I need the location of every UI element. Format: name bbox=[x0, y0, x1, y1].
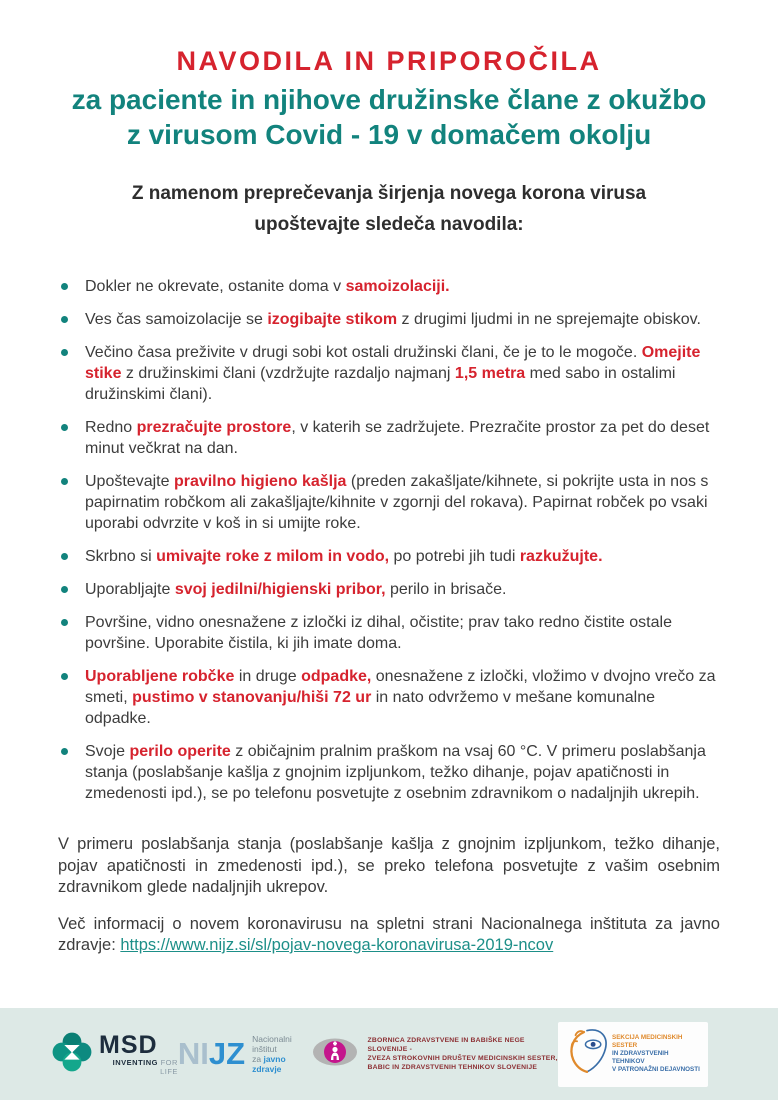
bullet-text: perilo in brisače. bbox=[385, 581, 507, 598]
bullet-text: med sabo in ostalimi družinskimi člani). bbox=[85, 365, 676, 403]
bullet-emphasis-text: umivajte roke z milom in vodo, bbox=[156, 548, 390, 565]
bullet-emphasis-text: odpadke, bbox=[301, 668, 372, 685]
bullet-text: Svoje bbox=[85, 743, 130, 760]
msd-icon bbox=[52, 1032, 92, 1077]
bullet-text: Površine, vidno onesnažene z izločki iz dihal, očistite; prav tako redno čistite ostale površine. Uporabite čistila, ki jih imate doma. bbox=[85, 614, 672, 652]
bullet-emphasis-text: pustimo v stanovanju/hiši 72 ur bbox=[132, 689, 372, 706]
nijz-caption: Nacionalni inštitut za javno zdravje bbox=[252, 1034, 292, 1074]
bullet-emphasis-text: samoizolaciji. bbox=[345, 278, 450, 295]
intro-statement bbox=[0, 178, 778, 240]
bullet-text: Dokler ne okrevate, ostanite doma v bbox=[85, 278, 346, 295]
zbornica-caption: ZBORNICA ZDRAVSTVENE IN BABIŠKE NEGE SLOVENIJE - ZVEZA STROKOVNIH DRUŠTEV MEDICINSKIH SESTER, BABIC IN ZDRAVSTVENIH TEHNIKOV SLOVENIJE bbox=[367, 1037, 558, 1071]
bullet-emphasis-text: izogibajte stikom bbox=[267, 311, 398, 328]
more-info-text: Več informacij o novem koronavirusu na spletni strani Nacionalnega inštituta za javno zdravje: bbox=[58, 914, 720, 954]
bullet-emphasis-text: prezračujte prostore bbox=[136, 419, 292, 436]
sekcija-logo bbox=[558, 1022, 708, 1087]
subtitle-teal-line2: z virusom Covid - 19 v domačem okolju bbox=[126, 119, 652, 150]
bullet-item bbox=[58, 546, 720, 567]
bullet-text: Ves čas samoizolacije se bbox=[85, 311, 268, 328]
nijz-wordmark: NIJZ bbox=[177, 1036, 246, 1071]
bullet-item bbox=[58, 612, 720, 654]
bullet-text: , v katerih se zadržujete. Prezračite prostor za pet do deset minut večkrat na dan. bbox=[85, 419, 710, 457]
page-title: NAVODILA IN PRIPOROČILA bbox=[176, 46, 602, 76]
bullet-emphasis-text: svoj jedilni/higienski pribor, bbox=[174, 581, 386, 598]
bullet-text: Skrbno si bbox=[85, 548, 157, 565]
sekcija-caption: SEKCIJA MEDICINSKIH SESTER IN ZDRAVSTVENIH TEHNIKOV V PATRONAŽNI DEJAVNOSTI bbox=[612, 1034, 700, 1073]
bullet-list bbox=[58, 276, 720, 804]
bullet-item bbox=[58, 741, 720, 804]
bullet-text: in druge bbox=[234, 668, 302, 685]
more-info-paragraph bbox=[58, 914, 720, 957]
bullet-text: Upoštevajte bbox=[85, 473, 174, 490]
page-subtitle-teal bbox=[0, 82, 778, 152]
bullet-text: Večino časa preživite v drugi sobi kot ostali družinski člani, če je to le mogoče. bbox=[85, 344, 642, 361]
document-header bbox=[0, 0, 778, 240]
nijz-logo bbox=[178, 1034, 312, 1074]
bullet-text: z družinskimi člani (vzdržujte razdaljo najmanj bbox=[121, 365, 455, 382]
bullet-item bbox=[58, 276, 720, 297]
zbornica-logo bbox=[312, 1036, 558, 1073]
bullet-emphasis-text: Uporabljene robčke bbox=[85, 668, 235, 685]
bullet-text: (preden zakašljate/kihnete, si pokrijte usta in nos s papirnatim robčkom ali zakašljajte/kihnite v zgornji del rokava). Papirnat robček po vsaki uporabi odvrzite v koš in si umijte roke. bbox=[85, 473, 709, 532]
intro-line1: Z namenom preprečevanja širjenja novega korona virusa bbox=[131, 183, 647, 204]
msd-tagline: INVENTING FOR LIFE bbox=[112, 1057, 178, 1076]
nijz-link[interactable]: https://www.nijz.si/sl/pojav-novega-koronavirusa-2019-ncov bbox=[120, 936, 554, 954]
closing-section bbox=[58, 834, 720, 957]
bullet-text: onesnažene z izločki, vložimo v dvojno vrečo za smeti, bbox=[85, 668, 716, 706]
sekcija-emblem-icon bbox=[564, 1026, 610, 1083]
bullet-text: z običajnim pralnim praškom na vsaj 60 °C. V primeru poslabšanja stanja (poslabšanje kašlja z gnojnim izpljunkom, težko dihanje, pojav apatičnosti in zmedenosti ipd.), se po telefonu posvetujte z osebnim zdravnikom o nadaljnjih ukrepih. bbox=[85, 743, 706, 802]
closing-paragraph: V primeru poslabšanja stanja (poslabšanje kašlja z gnojnim izpljunkom, težko dihanje, pojav apatičnosti in zmedenosti ipd.), se preko telefona posvetujte z vašim osebnim zdravnikom glede nadaljnjih ukrepov. bbox=[58, 835, 720, 896]
bullet-emphasis-text: perilo operite bbox=[129, 743, 231, 760]
footer-logo-bar bbox=[0, 1008, 778, 1100]
bullet-item bbox=[58, 666, 720, 729]
intro-line2: upoštevajte sledeča navodila: bbox=[254, 214, 524, 235]
bullet-emphasis-text: 1,5 metra bbox=[454, 365, 526, 382]
bullet-emphasis-text: razkužujte. bbox=[519, 548, 603, 565]
bullet-item bbox=[58, 417, 720, 459]
bullet-text: z drugimi ljudmi in ne sprejemajte obiskov. bbox=[397, 311, 701, 328]
zbornica-emblem-icon bbox=[312, 1036, 358, 1073]
msd-name: MSD bbox=[99, 1030, 158, 1059]
bullet-item bbox=[58, 471, 720, 534]
bullet-text: po potrebi jih tudi bbox=[389, 548, 520, 565]
bullet-emphasis-text: Omejite stike bbox=[85, 344, 701, 382]
bullet-emphasis-text: pravilno higieno kašlja bbox=[173, 473, 347, 490]
msd-wordmark bbox=[99, 1030, 178, 1076]
bullet-item bbox=[58, 342, 720, 405]
bullet-item bbox=[58, 309, 720, 330]
msd-logo bbox=[52, 1032, 178, 1077]
bullet-text: in nato odvržemo v mešane komunalne odpadke. bbox=[85, 689, 656, 727]
bullet-text: Uporabljajte bbox=[85, 581, 175, 598]
subtitle-teal-line1: za paciente in njihove družinske člane z okužbo bbox=[71, 84, 707, 115]
bullet-item bbox=[58, 579, 720, 600]
bullet-text: Redno bbox=[85, 419, 137, 436]
